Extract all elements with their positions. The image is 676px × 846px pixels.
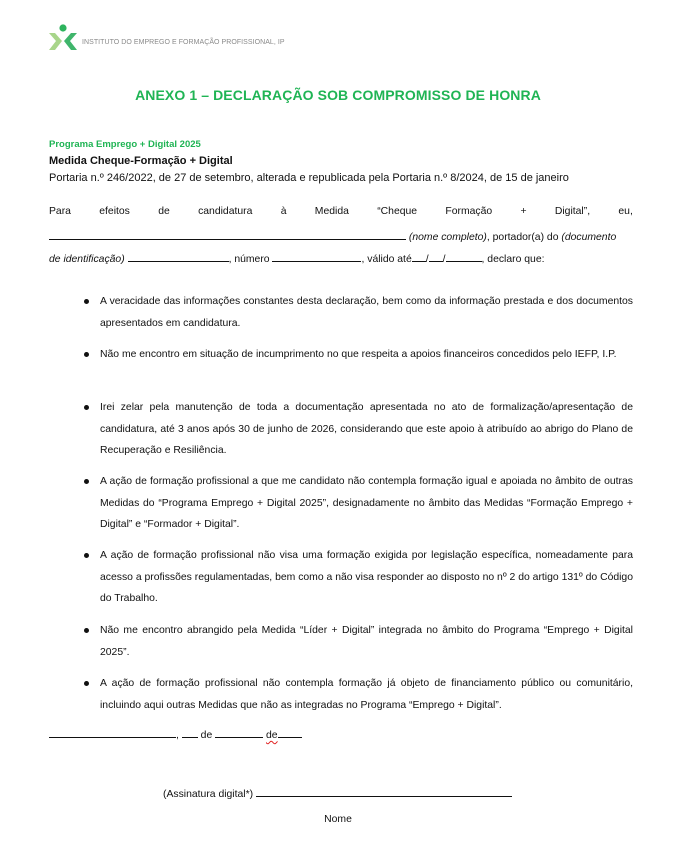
comma: , bbox=[176, 730, 179, 741]
signature-field[interactable] bbox=[256, 785, 512, 797]
intro-word: de bbox=[158, 206, 170, 217]
intro-line-1 bbox=[49, 206, 633, 217]
date-separator: / bbox=[442, 254, 446, 265]
statement-item bbox=[100, 397, 633, 462]
year-field[interactable] bbox=[278, 726, 302, 738]
bearer-text: , portador(a) do bbox=[486, 232, 562, 243]
statement-item bbox=[100, 545, 633, 610]
measure-name: Medida Cheque-Formação + Digital bbox=[49, 155, 233, 167]
statement-text: A ação de formação profissional a que me candidato não contempla formação igual e apoiada no âmbito de outras Medidas do “Programa Emprego + Digital 2025”, designadamente no âmbito das Medidas “Formação Emprego + Digital” e “Formador + Digital”. bbox=[100, 476, 633, 530]
statement-item bbox=[100, 344, 633, 366]
de-label-spellcheck: de bbox=[266, 730, 278, 741]
number-label: , número bbox=[228, 254, 273, 265]
valid-day-field[interactable] bbox=[412, 250, 426, 262]
valid-until-label: , válido até bbox=[361, 254, 412, 265]
program-name: Programa Emprego + Digital 2025 bbox=[49, 139, 201, 150]
name-caption: Nome bbox=[324, 814, 352, 825]
full-name-field[interactable] bbox=[49, 228, 406, 240]
statement-text: A veracidade das informações constantes desta declaração, bem como da informação prestada e dos documentos apresentados em candidatura. bbox=[100, 296, 633, 329]
statement-item bbox=[100, 620, 633, 663]
id-document-type-field[interactable] bbox=[128, 250, 229, 262]
statement-text: A ação de formação profissional não contempla formação já objeto de financiamento público ou comunitário, incluindo aqui outras Medidas que não as integradas no Programa “Emprego + Digital”. bbox=[100, 678, 633, 711]
signature-line bbox=[163, 785, 512, 800]
institute-name: INSTITUTO DO EMPREGO E FORMAÇÃO PROFISSIONAL, IP bbox=[82, 39, 285, 46]
iefp-logo-icon bbox=[48, 24, 78, 52]
statement-text: Irei zelar pela manutenção de toda a documentação apresentada no ato de formalização/apresentação de candidatura, até 3 anos após 30 de junho de 2026, considerando que este apoio à atribuído ao abrigo do Plano de Recuperação e Resiliência. bbox=[100, 402, 633, 456]
intro-word: candidatura bbox=[198, 206, 253, 217]
intro-word: efeitos bbox=[99, 206, 130, 217]
statement-item bbox=[100, 471, 633, 536]
month-field[interactable] bbox=[215, 726, 263, 738]
statement-text: A ação de formação profissional não visa uma formação exigida por legislação específica, nomeadamente para acesso a profissões regulamentadas, bem como a não visa responder ao disposto no nº 2 do artigo 131º do Código do Trabalho. bbox=[100, 550, 633, 604]
statement-text: Não me encontro em situação de incumprimento no que respeita a apoios financeiros concedidos pelo IEFP, I.P. bbox=[100, 349, 617, 360]
bullet-icon bbox=[84, 479, 89, 484]
intro-word: “Cheque bbox=[377, 206, 418, 217]
full-name-hint: (nome completo) bbox=[408, 232, 487, 243]
intro-word: + bbox=[520, 206, 527, 217]
intro-word: Para bbox=[49, 206, 71, 217]
date-separator: / bbox=[425, 254, 429, 265]
id-document-hint: (documento bbox=[561, 232, 617, 243]
intro-word: Digital”, bbox=[554, 206, 591, 217]
bullet-icon bbox=[84, 405, 89, 410]
statement-item bbox=[100, 291, 633, 334]
page-title: ANEXO 1 – DECLARAÇÃO SOB COMPROMISSO DE HONRA bbox=[135, 87, 541, 103]
bullet-icon bbox=[84, 553, 89, 558]
id-document-hint-cont: de identificação) bbox=[49, 254, 125, 265]
bullet-icon bbox=[84, 681, 89, 686]
legal-reference: Portaria n.º 246/2022, de 27 de setembro, alterada e republicada pela Portaria n.º 8/2024, de 15 de janeiro bbox=[49, 172, 569, 184]
signature-label: (Assinatura digital*) bbox=[163, 789, 254, 800]
intro-word: à bbox=[280, 206, 287, 217]
valid-year-field[interactable] bbox=[446, 250, 482, 262]
intro-word: eu, bbox=[618, 206, 633, 217]
valid-month-field[interactable] bbox=[429, 250, 443, 262]
statement-text: Não me encontro abrangido pela Medida “Líder + Digital” integrada no âmbito do Programa “Emprego + Digital 2025”. bbox=[100, 625, 633, 658]
intro-line-3 bbox=[49, 250, 633, 265]
declare-label: , declaro que: bbox=[481, 254, 545, 265]
bullet-icon bbox=[84, 628, 89, 633]
intro-word: Formação bbox=[445, 206, 493, 217]
id-number-field[interactable] bbox=[272, 250, 361, 262]
day-field[interactable] bbox=[182, 726, 198, 738]
statement-item bbox=[100, 673, 633, 716]
bullet-icon bbox=[84, 352, 89, 357]
intro-word: Medida bbox=[314, 206, 349, 217]
place-date-line bbox=[49, 726, 302, 741]
de-label: de bbox=[200, 730, 213, 741]
place-field[interactable] bbox=[49, 726, 176, 738]
intro-line-2 bbox=[49, 228, 633, 243]
bullet-icon bbox=[84, 299, 89, 304]
